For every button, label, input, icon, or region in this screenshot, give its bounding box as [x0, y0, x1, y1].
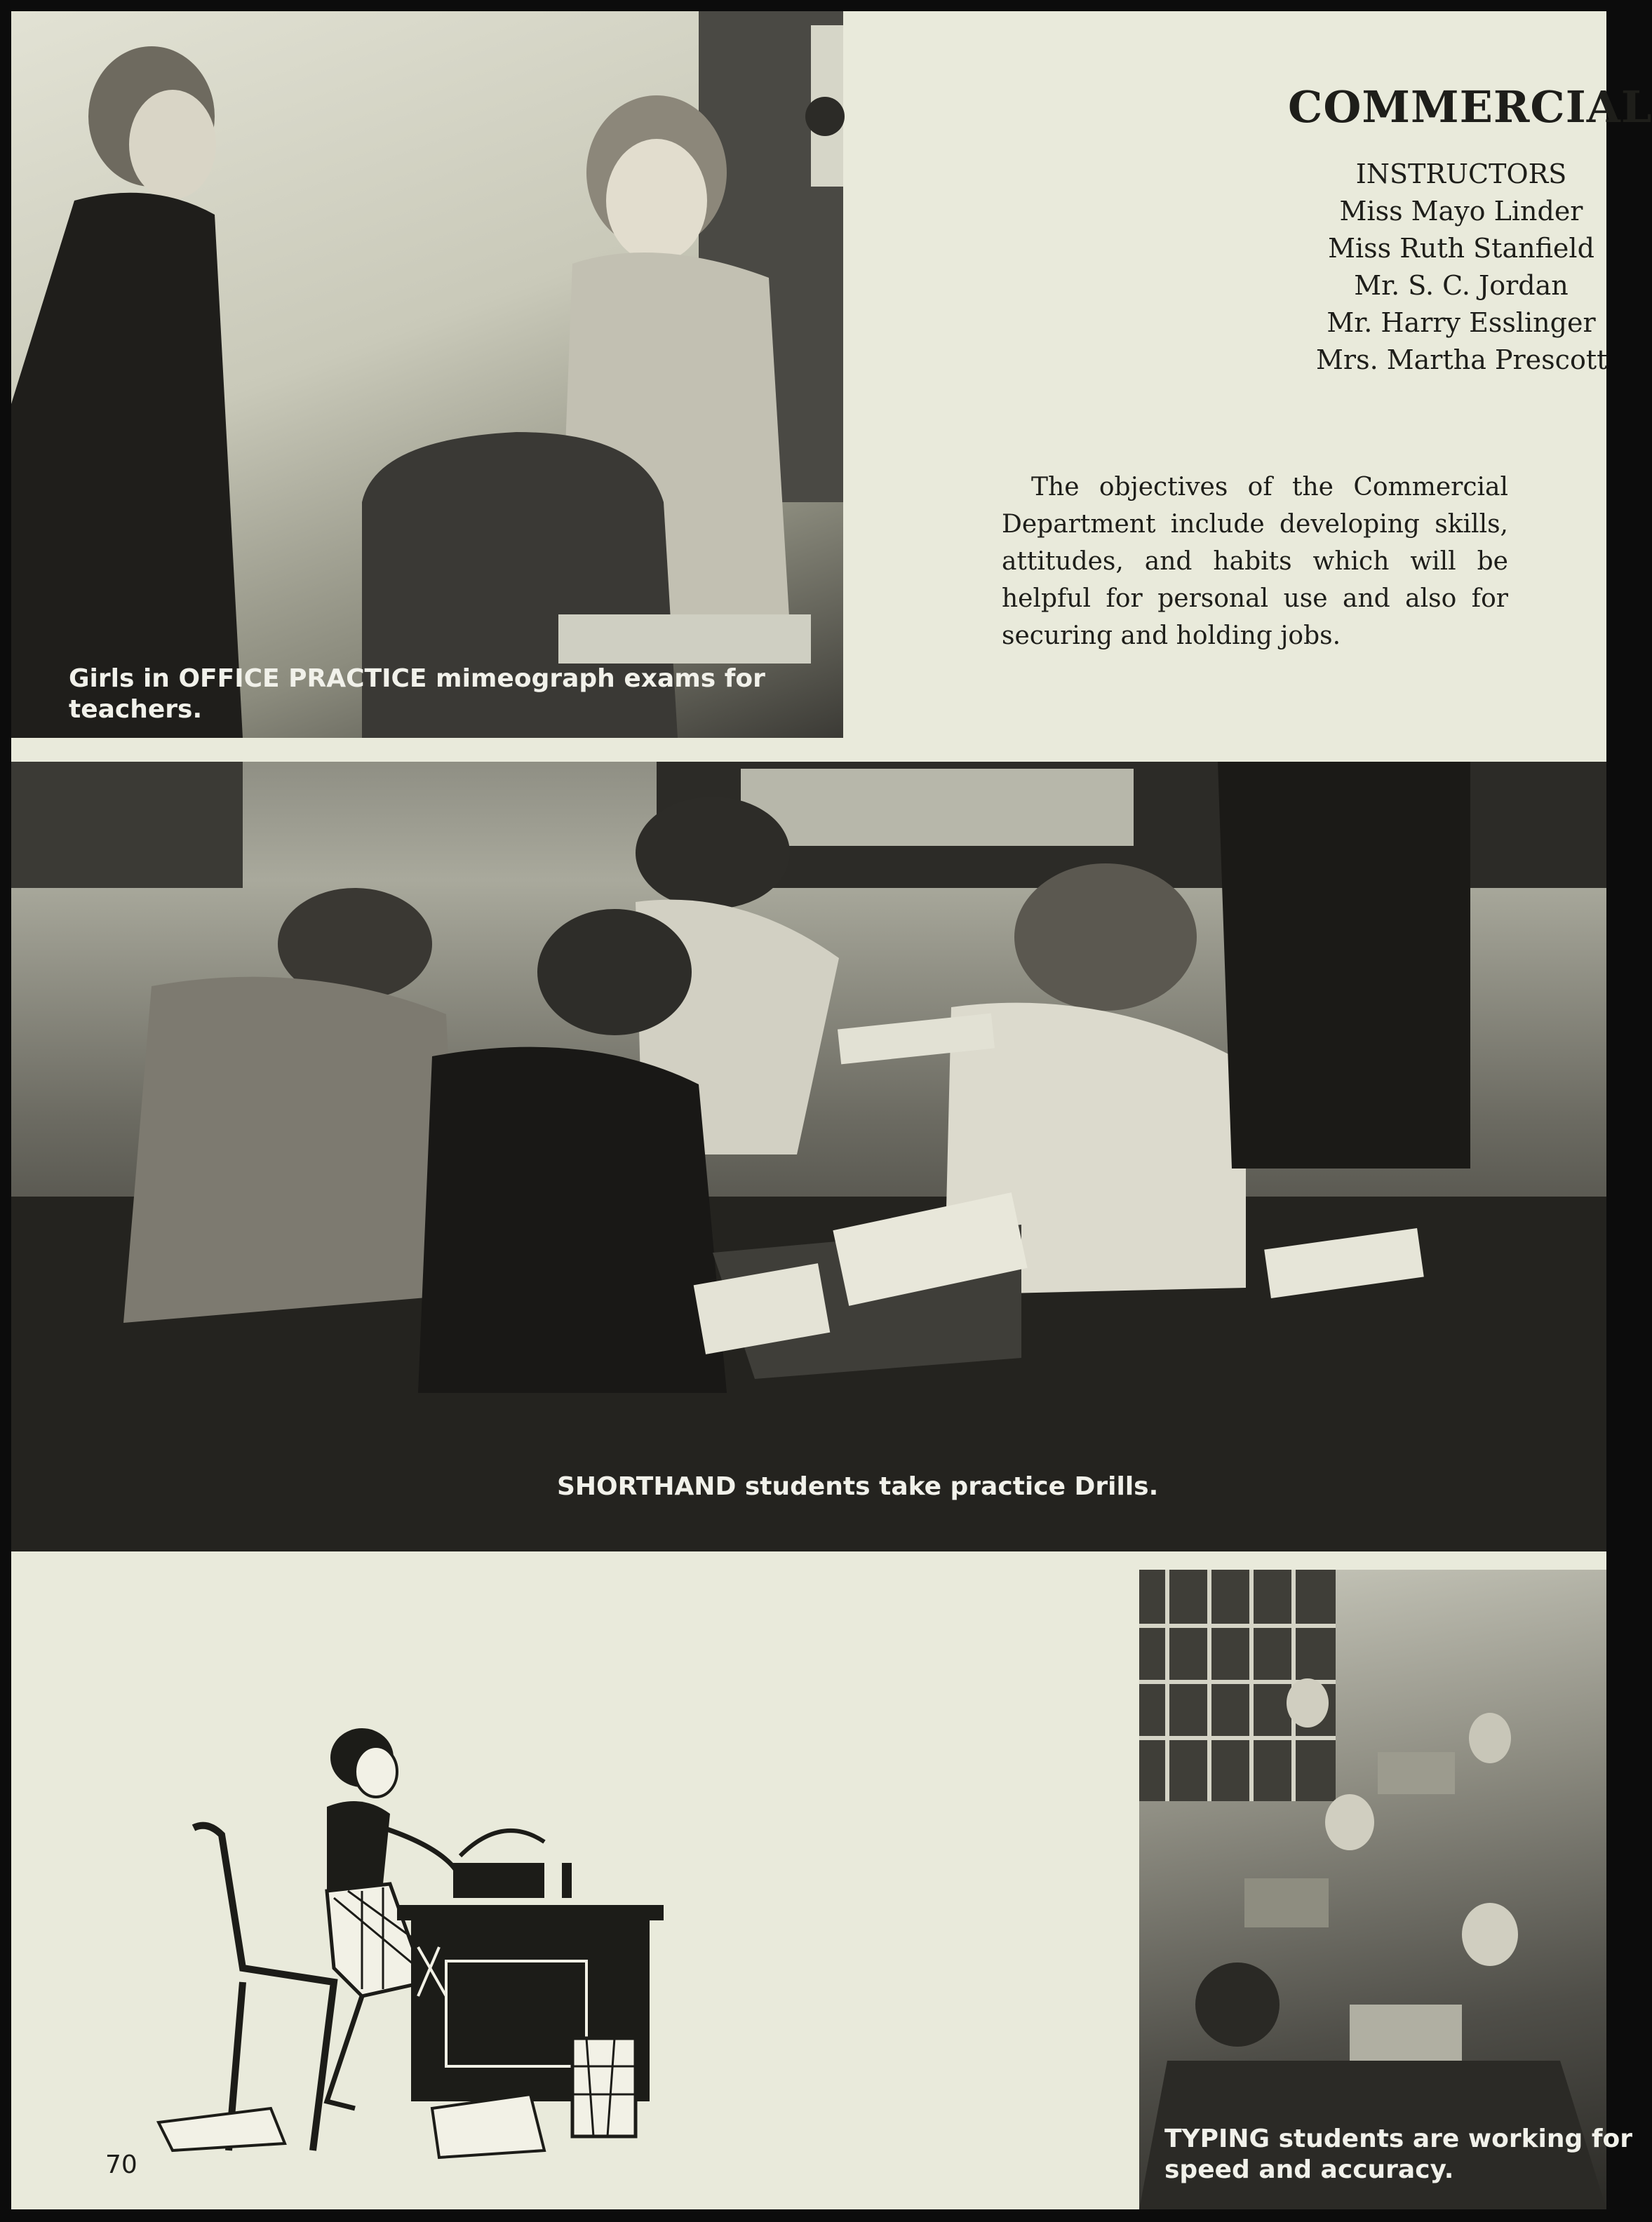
student-1-body	[123, 977, 460, 1323]
typewriter	[1244, 1878, 1329, 1927]
typing-scene	[1139, 1570, 1632, 2209]
office-practice-caption	[69, 664, 798, 725]
typewriter	[1350, 2005, 1462, 2068]
typewriter	[1378, 1752, 1455, 1794]
student-face	[1462, 1903, 1518, 1966]
shift-key-poster	[805, 97, 845, 136]
student-4-hair	[1014, 863, 1197, 1011]
student-hair	[1195, 1962, 1280, 2047]
office-practice-photo	[11, 11, 843, 738]
ink-bottle	[562, 1863, 572, 1898]
typewriter	[453, 1863, 544, 1898]
typing-caption	[1164, 2124, 1632, 2186]
student-3-hair	[537, 909, 692, 1035]
shorthand-scene	[11, 762, 1606, 1551]
typing-caption-line2: speed and accuracy.	[1164, 2155, 1454, 2184]
instructor-name: Miss Ruth Stanfield	[1328, 233, 1594, 264]
typist-illustration	[152, 1716, 671, 2172]
instructors-block	[1316, 156, 1606, 379]
typist-skirt	[327, 1884, 425, 1996]
instructor-name: Mr. Harry Esslinger	[1327, 307, 1596, 338]
typist-blouse	[327, 1801, 390, 1891]
student-3-body	[418, 1047, 727, 1393]
instructor-name: Mrs. Martha Prescott	[1316, 344, 1608, 375]
girl-left-face	[129, 90, 216, 199]
girl-left-dress	[11, 193, 243, 738]
wastebasket	[572, 2038, 636, 2136]
teacher	[1218, 762, 1470, 1169]
window-left	[11, 762, 243, 888]
desk-top	[397, 1905, 664, 1920]
student-face	[1469, 1713, 1511, 1763]
instructors-heading: INSTRUCTORS	[1355, 159, 1567, 189]
paper-stack	[558, 614, 811, 664]
office-practice-caption-line2: teachers.	[69, 695, 203, 724]
dropped-paper	[432, 2094, 544, 2157]
instructor-name: Miss Mayo Linder	[1339, 196, 1583, 227]
department-title: COMMERCIAL	[1288, 81, 1652, 133]
shorthand-caption: SHORTHAND students take practice Drills.	[557, 1472, 1159, 1501]
typist-face	[355, 1746, 397, 1797]
yearbook-page	[11, 11, 1652, 2209]
window-pane	[741, 769, 1134, 846]
office-practice-scene	[11, 11, 843, 738]
typing-photo	[1139, 1570, 1632, 2209]
objectives-paragraph: The objectives of the Commercial Department include developing skills, attitudes, and habits which will be helpful for personal use and also for securing and holding jobs.	[1002, 473, 1508, 650]
typewriter-paper	[460, 1831, 544, 1856]
office-practice-caption-line1: Girls in OFFICE PRACTICE mimeograph exams for	[69, 664, 765, 693]
chair	[194, 1826, 334, 2150]
instructor-name: Mr. S. C. Jordan	[1354, 270, 1569, 301]
student-face	[1287, 1678, 1329, 1728]
dropped-paper	[159, 2108, 285, 2150]
page-number: 70	[105, 2150, 137, 2179]
shorthand-photo	[11, 762, 1606, 1551]
typing-caption-line1: TYPING students are working for	[1164, 2125, 1632, 2153]
girl-right-face	[606, 139, 707, 262]
student-2-hair	[636, 797, 790, 909]
student-face	[1325, 1794, 1374, 1850]
typist-arm	[383, 1828, 460, 1877]
